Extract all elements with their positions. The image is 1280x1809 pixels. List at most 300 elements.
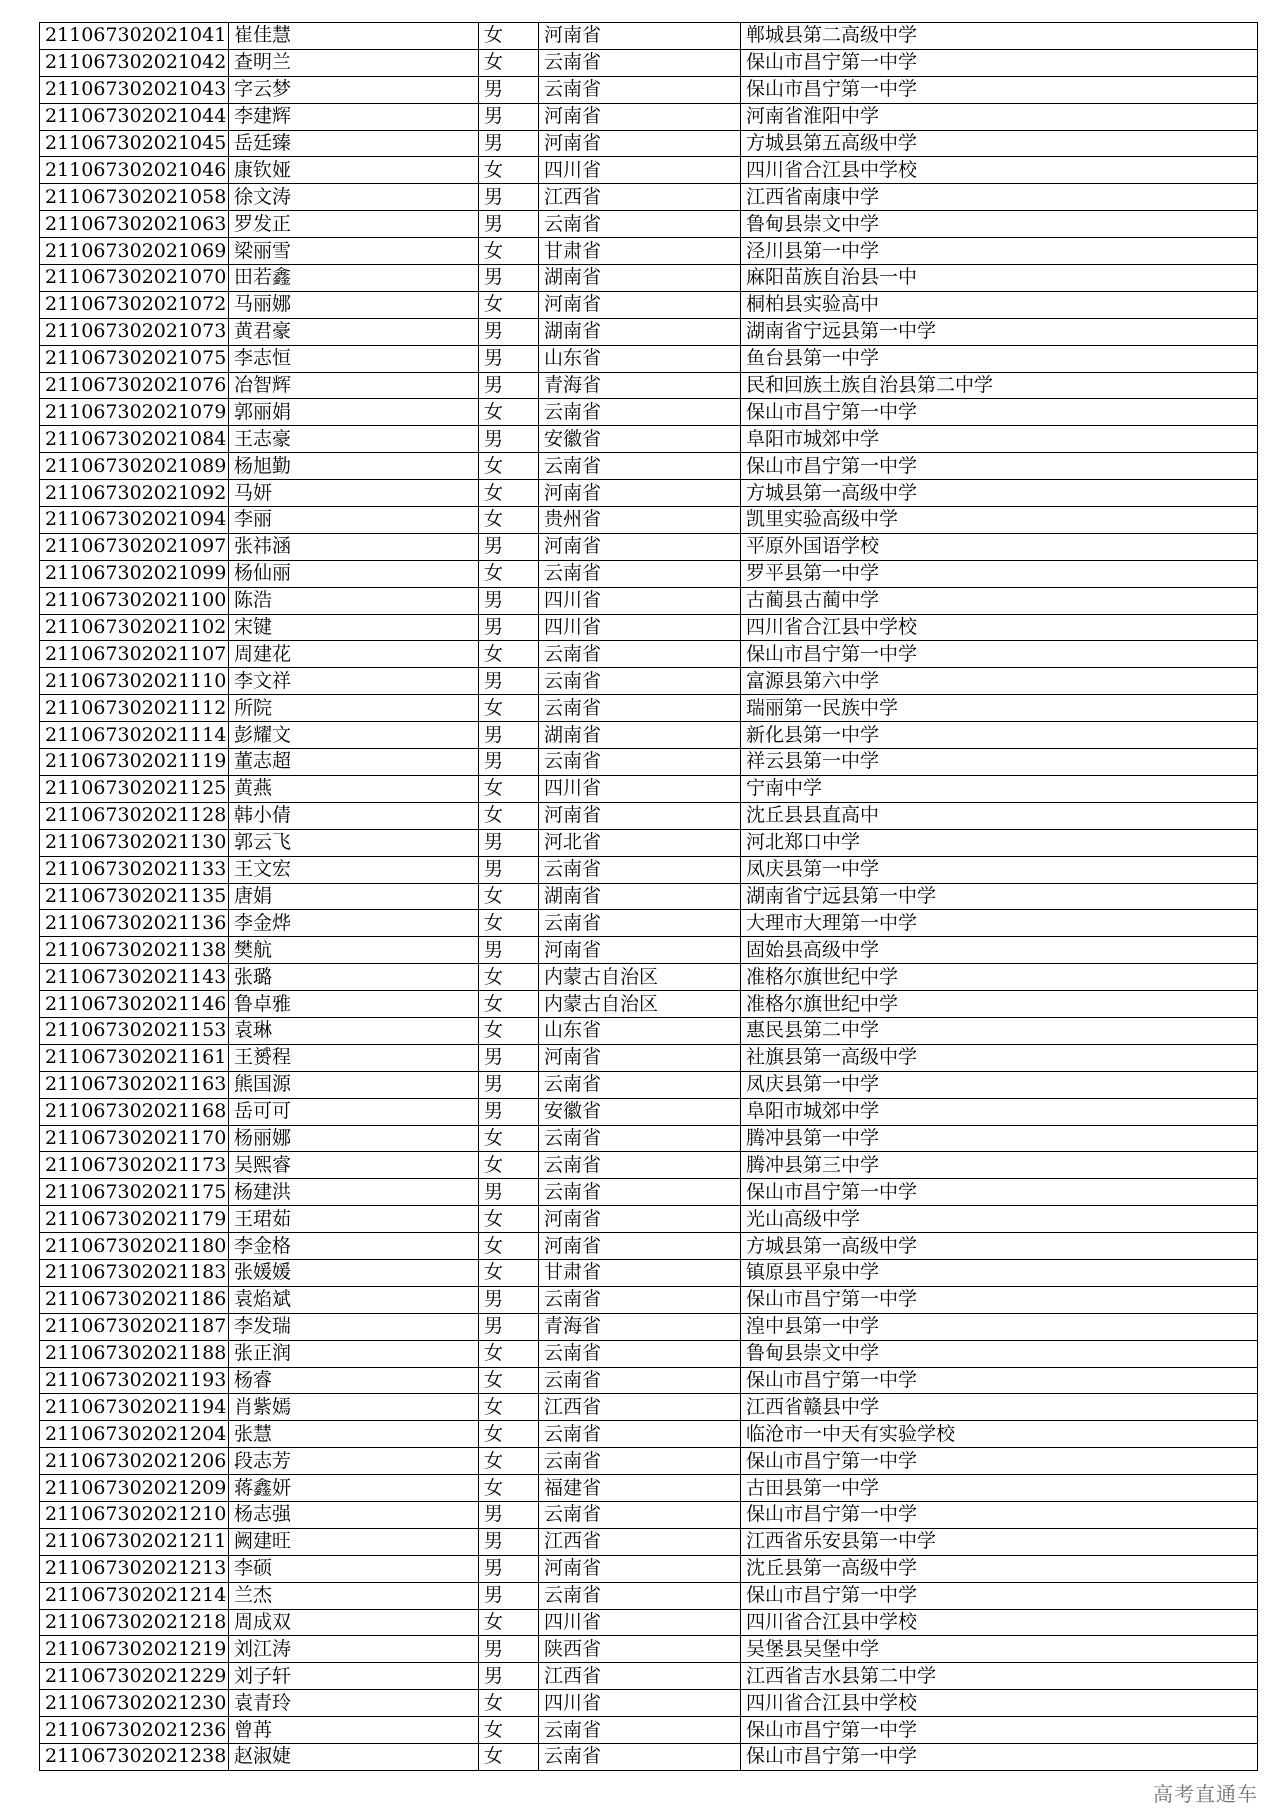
table-row <box>40 507 1258 534</box>
student-name-cell: 黄君豪 <box>229 318 479 345</box>
province-cell: 河南省 <box>539 480 741 507</box>
student-id-cell: 211067302021230 <box>40 1690 229 1717</box>
school-cell: 腾冲县第三中学 <box>741 1152 1258 1179</box>
table-row <box>40 883 1258 910</box>
student-name-cell: 字云梦 <box>229 76 479 103</box>
student-roster-table <box>39 22 1258 1771</box>
school-cell: 四川省合江县中学校 <box>741 157 1258 184</box>
gender-cell: 女 <box>479 991 539 1018</box>
student-id-cell: 211067302021041 <box>40 23 229 50</box>
student-name-cell: 王文宏 <box>229 856 479 883</box>
province-cell: 云南省 <box>539 1717 741 1744</box>
table-row <box>40 1152 1258 1179</box>
school-cell: 沈丘县县直高中 <box>741 802 1258 829</box>
province-cell: 云南省 <box>539 211 741 238</box>
province-cell: 四川省 <box>539 775 741 802</box>
student-id-cell: 211067302021097 <box>40 533 229 560</box>
student-id-cell: 211067302021058 <box>40 184 229 211</box>
province-cell: 云南省 <box>539 1582 741 1609</box>
province-cell: 云南省 <box>539 1448 741 1475</box>
school-cell: 湖南省宁远县第一中学 <box>741 883 1258 910</box>
school-cell: 保山市昌宁第一中学 <box>741 641 1258 668</box>
province-cell: 河南省 <box>539 1044 741 1071</box>
gender-cell: 女 <box>479 1206 539 1233</box>
school-cell: 麻阳苗族自治县一中 <box>741 265 1258 292</box>
school-cell: 富源县第六中学 <box>741 668 1258 695</box>
table-row <box>40 1501 1258 1528</box>
gender-cell: 男 <box>479 1098 539 1125</box>
student-name-cell: 查明兰 <box>229 49 479 76</box>
student-name-cell: 李志恒 <box>229 345 479 372</box>
student-name-cell: 田若鑫 <box>229 265 479 292</box>
gender-cell: 女 <box>479 883 539 910</box>
student-id-cell: 211067302021045 <box>40 130 229 157</box>
gender-cell: 男 <box>479 1179 539 1206</box>
province-cell: 江西省 <box>539 1394 741 1421</box>
student-name-cell: 李文祥 <box>229 668 479 695</box>
school-cell: 腾冲县第一中学 <box>741 1125 1258 1152</box>
gender-cell: 女 <box>479 507 539 534</box>
student-name-cell: 王珺茹 <box>229 1206 479 1233</box>
student-name-cell: 李建辉 <box>229 103 479 130</box>
student-name-cell: 罗发正 <box>229 211 479 238</box>
student-id-cell: 211067302021214 <box>40 1582 229 1609</box>
student-id-cell: 211067302021193 <box>40 1367 229 1394</box>
student-id-cell: 211067302021238 <box>40 1744 229 1771</box>
school-cell: 桐柏县实验高中 <box>741 291 1258 318</box>
student-name-cell: 樊航 <box>229 937 479 964</box>
student-id-cell: 211067302021130 <box>40 829 229 856</box>
school-cell: 四川省合江县中学校 <box>741 1690 1258 1717</box>
table-row <box>40 1098 1258 1125</box>
province-cell: 四川省 <box>539 614 741 641</box>
school-cell: 保山市昌宁第一中学 <box>741 453 1258 480</box>
table-row <box>40 1179 1258 1206</box>
table-row <box>40 775 1258 802</box>
province-cell: 江西省 <box>539 1663 741 1690</box>
province-cell: 四川省 <box>539 587 741 614</box>
student-id-cell: 211067302021170 <box>40 1125 229 1152</box>
student-name-cell: 张媛媛 <box>229 1259 479 1286</box>
student-id-cell: 211067302021073 <box>40 318 229 345</box>
gender-cell: 女 <box>479 1152 539 1179</box>
student-id-cell: 211067302021219 <box>40 1636 229 1663</box>
gender-cell: 女 <box>479 910 539 937</box>
school-cell: 社旗县第一高级中学 <box>741 1044 1258 1071</box>
table-row <box>40 372 1258 399</box>
gender-cell: 女 <box>479 1233 539 1260</box>
student-id-cell: 211067302021125 <box>40 775 229 802</box>
table-row <box>40 695 1258 722</box>
table-row <box>40 1448 1258 1475</box>
school-cell: 保山市昌宁第一中学 <box>741 1367 1258 1394</box>
school-cell: 江西省南康中学 <box>741 184 1258 211</box>
gender-cell: 男 <box>479 1044 539 1071</box>
student-name-cell: 李硕 <box>229 1555 479 1582</box>
school-cell: 鲁甸县崇文中学 <box>741 1340 1258 1367</box>
school-cell: 凤庆县第一中学 <box>741 856 1258 883</box>
gender-cell: 男 <box>479 614 539 641</box>
table-row <box>40 1582 1258 1609</box>
student-name-cell: 杨仙丽 <box>229 560 479 587</box>
student-id-cell: 211067302021042 <box>40 49 229 76</box>
school-cell: 河南省淮阳中学 <box>741 103 1258 130</box>
student-id-cell: 211067302021206 <box>40 1448 229 1475</box>
gender-cell: 女 <box>479 1744 539 1771</box>
gender-cell: 女 <box>479 453 539 480</box>
table-row <box>40 23 1258 50</box>
table-row <box>40 533 1258 560</box>
student-id-cell: 211067302021046 <box>40 157 229 184</box>
gender-cell: 男 <box>479 211 539 238</box>
gender-cell: 男 <box>479 829 539 856</box>
table-row <box>40 1017 1258 1044</box>
student-id-cell: 211067302021094 <box>40 507 229 534</box>
gender-cell: 男 <box>479 372 539 399</box>
table-row <box>40 1286 1258 1313</box>
province-cell: 云南省 <box>539 856 741 883</box>
gender-cell: 女 <box>479 480 539 507</box>
table-row <box>40 130 1258 157</box>
school-cell: 民和回族土族自治县第二中学 <box>741 372 1258 399</box>
gender-cell: 男 <box>479 1501 539 1528</box>
province-cell: 云南省 <box>539 1071 741 1098</box>
school-cell: 保山市昌宁第一中学 <box>741 1448 1258 1475</box>
school-cell: 凤庆县第一中学 <box>741 1071 1258 1098</box>
table-row <box>40 964 1258 991</box>
student-id-cell: 211067302021063 <box>40 211 229 238</box>
province-cell: 云南省 <box>539 76 741 103</box>
student-name-cell: 阙建旺 <box>229 1528 479 1555</box>
province-cell: 陕西省 <box>539 1636 741 1663</box>
student-name-cell: 康钦娅 <box>229 157 479 184</box>
school-cell: 临沧市一中天有实验学校 <box>741 1421 1258 1448</box>
school-cell: 罗平县第一中学 <box>741 560 1258 587</box>
student-name-cell: 王赟程 <box>229 1044 479 1071</box>
school-cell: 惠民县第二中学 <box>741 1017 1258 1044</box>
table-row <box>40 1259 1258 1286</box>
school-cell: 固始县高级中学 <box>741 937 1258 964</box>
student-name-cell: 所院 <box>229 695 479 722</box>
table-row <box>40 426 1258 453</box>
school-cell: 保山市昌宁第一中学 <box>741 1744 1258 1771</box>
student-name-cell: 马妍 <box>229 480 479 507</box>
school-cell: 鲁甸县崇文中学 <box>741 211 1258 238</box>
table-row <box>40 211 1258 238</box>
school-cell: 江西省乐安县第一中学 <box>741 1528 1258 1555</box>
student-name-cell: 杨志强 <box>229 1501 479 1528</box>
school-cell: 瑞丽第一民族中学 <box>741 695 1258 722</box>
school-cell: 阜阳市城郊中学 <box>741 1098 1258 1125</box>
school-cell: 保山市昌宁第一中学 <box>741 49 1258 76</box>
gender-cell: 女 <box>479 1394 539 1421</box>
school-cell: 准格尔旗世纪中学 <box>741 964 1258 991</box>
province-cell: 云南省 <box>539 749 741 776</box>
student-name-cell: 李丽 <box>229 507 479 534</box>
province-cell: 云南省 <box>539 1744 741 1771</box>
student-name-cell: 段志芳 <box>229 1448 479 1475</box>
table-row <box>40 1367 1258 1394</box>
province-cell: 河南省 <box>539 291 741 318</box>
school-cell: 方城县第一高级中学 <box>741 1233 1258 1260</box>
province-cell: 云南省 <box>539 1340 741 1367</box>
student-name-cell: 杨旭勤 <box>229 453 479 480</box>
student-id-cell: 211067302021194 <box>40 1394 229 1421</box>
school-cell: 保山市昌宁第一中学 <box>741 1179 1258 1206</box>
gender-cell: 男 <box>479 265 539 292</box>
province-cell: 青海省 <box>539 1313 741 1340</box>
student-name-cell: 刘子轩 <box>229 1663 479 1690</box>
student-id-cell: 211067302021153 <box>40 1017 229 1044</box>
student-name-cell: 梁丽雪 <box>229 238 479 265</box>
table-row <box>40 587 1258 614</box>
gender-cell: 女 <box>479 641 539 668</box>
gender-cell: 女 <box>479 1259 539 1286</box>
gender-cell: 女 <box>479 802 539 829</box>
school-cell: 方城县第五高级中学 <box>741 130 1258 157</box>
school-cell: 古田县第一中学 <box>741 1475 1258 1502</box>
student-name-cell: 唐娟 <box>229 883 479 910</box>
gender-cell: 女 <box>479 157 539 184</box>
student-id-cell: 211067302021100 <box>40 587 229 614</box>
school-cell: 保山市昌宁第一中学 <box>741 1717 1258 1744</box>
student-name-cell: 黄燕 <box>229 775 479 802</box>
student-id-cell: 211067302021135 <box>40 883 229 910</box>
province-cell: 云南省 <box>539 1179 741 1206</box>
student-name-cell: 肖紫嫣 <box>229 1394 479 1421</box>
roster-body <box>40 23 1258 1771</box>
school-cell: 方城县第一高级中学 <box>741 480 1258 507</box>
table-row <box>40 749 1258 776</box>
table-row <box>40 480 1258 507</box>
gender-cell: 男 <box>479 1636 539 1663</box>
province-cell: 云南省 <box>539 668 741 695</box>
table-row <box>40 49 1258 76</box>
table-row <box>40 1071 1258 1098</box>
gender-cell: 男 <box>479 76 539 103</box>
province-cell: 河北省 <box>539 829 741 856</box>
student-name-cell: 杨建洪 <box>229 1179 479 1206</box>
student-name-cell: 徐文涛 <box>229 184 479 211</box>
province-cell: 安徽省 <box>539 426 741 453</box>
table-row <box>40 829 1258 856</box>
student-id-cell: 211067302021143 <box>40 964 229 991</box>
student-name-cell: 杨丽娜 <box>229 1125 479 1152</box>
student-id-cell: 211067302021163 <box>40 1071 229 1098</box>
gender-cell: 男 <box>479 1286 539 1313</box>
student-name-cell: 董志超 <box>229 749 479 776</box>
table-row <box>40 1233 1258 1260</box>
school-cell: 保山市昌宁第一中学 <box>741 399 1258 426</box>
province-cell: 四川省 <box>539 157 741 184</box>
student-name-cell: 鲁卓雅 <box>229 991 479 1018</box>
gender-cell: 男 <box>479 1313 539 1340</box>
school-cell: 湟中县第一中学 <box>741 1313 1258 1340</box>
student-id-cell: 211067302021187 <box>40 1313 229 1340</box>
student-id-cell: 211067302021119 <box>40 749 229 776</box>
table-row <box>40 856 1258 883</box>
province-cell: 江西省 <box>539 1528 741 1555</box>
gender-cell: 女 <box>479 964 539 991</box>
table-row <box>40 1313 1258 1340</box>
student-name-cell: 周建花 <box>229 641 479 668</box>
school-cell: 凯里实验高级中学 <box>741 507 1258 534</box>
table-row <box>40 345 1258 372</box>
school-cell: 保山市昌宁第一中学 <box>741 1286 1258 1313</box>
student-id-cell: 211067302021218 <box>40 1609 229 1636</box>
table-row <box>40 1394 1258 1421</box>
school-cell: 河北郑口中学 <box>741 829 1258 856</box>
province-cell: 云南省 <box>539 1367 741 1394</box>
province-cell: 河南省 <box>539 802 741 829</box>
student-name-cell: 岳廷臻 <box>229 130 479 157</box>
table-row <box>40 1609 1258 1636</box>
school-cell: 四川省合江县中学校 <box>741 614 1258 641</box>
gender-cell: 女 <box>479 23 539 50</box>
school-cell: 四川省合江县中学校 <box>741 1609 1258 1636</box>
table-row <box>40 1044 1258 1071</box>
student-id-cell: 211067302021138 <box>40 937 229 964</box>
student-id-cell: 211067302021076 <box>40 372 229 399</box>
province-cell: 贵州省 <box>539 507 741 534</box>
table-row <box>40 560 1258 587</box>
gender-cell: 女 <box>479 1717 539 1744</box>
table-row <box>40 318 1258 345</box>
student-id-cell: 211067302021089 <box>40 453 229 480</box>
student-id-cell: 211067302021133 <box>40 856 229 883</box>
province-cell: 甘肃省 <box>539 1259 741 1286</box>
table-row <box>40 453 1258 480</box>
table-row <box>40 991 1258 1018</box>
table-row <box>40 614 1258 641</box>
student-name-cell: 李发瑞 <box>229 1313 479 1340</box>
gender-cell: 男 <box>479 856 539 883</box>
student-id-cell: 211067302021229 <box>40 1663 229 1690</box>
school-cell: 古蔺县古蔺中学 <box>741 587 1258 614</box>
table-row <box>40 1125 1258 1152</box>
gender-cell: 女 <box>479 1125 539 1152</box>
province-cell: 湖南省 <box>539 722 741 749</box>
province-cell: 云南省 <box>539 1286 741 1313</box>
student-name-cell: 韩小倩 <box>229 802 479 829</box>
school-cell: 泾川县第一中学 <box>741 238 1258 265</box>
gender-cell: 男 <box>479 103 539 130</box>
province-cell: 云南省 <box>539 1501 741 1528</box>
student-name-cell: 郭丽娟 <box>229 399 479 426</box>
school-cell: 祥云县第一中学 <box>741 749 1258 776</box>
school-cell: 平原外国语学校 <box>741 533 1258 560</box>
student-id-cell: 211067302021204 <box>40 1421 229 1448</box>
student-id-cell: 211067302021209 <box>40 1475 229 1502</box>
student-id-cell: 211067302021179 <box>40 1206 229 1233</box>
student-id-cell: 211067302021161 <box>40 1044 229 1071</box>
student-id-cell: 211067302021069 <box>40 238 229 265</box>
province-cell: 四川省 <box>539 1609 741 1636</box>
gender-cell: 男 <box>479 318 539 345</box>
student-name-cell: 熊国源 <box>229 1071 479 1098</box>
province-cell: 内蒙古自治区 <box>539 991 741 1018</box>
student-name-cell: 宋键 <box>229 614 479 641</box>
province-cell: 云南省 <box>539 1125 741 1152</box>
student-id-cell: 211067302021136 <box>40 910 229 937</box>
student-id-cell: 211067302021173 <box>40 1152 229 1179</box>
gender-cell: 女 <box>479 1017 539 1044</box>
student-id-cell: 211067302021186 <box>40 1286 229 1313</box>
table-row <box>40 265 1258 292</box>
table-row <box>40 399 1258 426</box>
student-id-cell: 211067302021146 <box>40 991 229 1018</box>
student-id-cell: 211067302021110 <box>40 668 229 695</box>
gender-cell: 女 <box>479 695 539 722</box>
gender-cell: 男 <box>479 668 539 695</box>
school-cell: 鱼台县第一中学 <box>741 345 1258 372</box>
student-name-cell: 马丽娜 <box>229 291 479 318</box>
province-cell: 云南省 <box>539 641 741 668</box>
student-id-cell: 211067302021075 <box>40 345 229 372</box>
gender-cell: 女 <box>479 49 539 76</box>
student-name-cell: 吴熙睿 <box>229 1152 479 1179</box>
student-id-cell: 211067302021188 <box>40 1340 229 1367</box>
student-id-cell: 211067302021079 <box>40 399 229 426</box>
student-id-cell: 211067302021211 <box>40 1528 229 1555</box>
gender-cell: 女 <box>479 1609 539 1636</box>
gender-cell: 女 <box>479 1448 539 1475</box>
school-cell: 吴堡县吴堡中学 <box>741 1636 1258 1663</box>
school-cell: 准格尔旗世纪中学 <box>741 991 1258 1018</box>
student-name-cell: 彭耀文 <box>229 722 479 749</box>
gender-cell: 女 <box>479 1690 539 1717</box>
school-cell: 湖南省宁远县第一中学 <box>741 318 1258 345</box>
table-row <box>40 1475 1258 1502</box>
school-cell: 沈丘县第一高级中学 <box>741 1555 1258 1582</box>
student-id-cell: 211067302021114 <box>40 722 229 749</box>
gender-cell: 男 <box>479 345 539 372</box>
student-id-cell: 211067302021044 <box>40 103 229 130</box>
table-row <box>40 103 1258 130</box>
student-id-cell: 211067302021099 <box>40 560 229 587</box>
province-cell: 云南省 <box>539 910 741 937</box>
student-name-cell: 崔佳慧 <box>229 23 479 50</box>
gender-cell: 男 <box>479 426 539 453</box>
student-name-cell: 王志豪 <box>229 426 479 453</box>
province-cell: 青海省 <box>539 372 741 399</box>
gender-cell: 女 <box>479 1340 539 1367</box>
student-id-cell: 211067302021092 <box>40 480 229 507</box>
table-row <box>40 1206 1258 1233</box>
student-name-cell: 兰杰 <box>229 1582 479 1609</box>
gender-cell: 男 <box>479 1555 539 1582</box>
student-id-cell: 211067302021183 <box>40 1259 229 1286</box>
gender-cell: 男 <box>479 749 539 776</box>
student-name-cell: 刘江涛 <box>229 1636 479 1663</box>
table-row <box>40 291 1258 318</box>
table-row <box>40 1555 1258 1582</box>
student-id-cell: 211067302021043 <box>40 76 229 103</box>
student-name-cell: 陈浩 <box>229 587 479 614</box>
province-cell: 河南省 <box>539 1233 741 1260</box>
gender-cell: 女 <box>479 560 539 587</box>
student-name-cell: 曾苒 <box>229 1717 479 1744</box>
student-id-cell: 211067302021072 <box>40 291 229 318</box>
student-name-cell: 郭云飞 <box>229 829 479 856</box>
province-cell: 内蒙古自治区 <box>539 964 741 991</box>
province-cell: 安徽省 <box>539 1098 741 1125</box>
watermark-text: 高考直通车 <box>1153 1782 1258 1806</box>
student-id-cell: 211067302021213 <box>40 1555 229 1582</box>
student-id-cell: 211067302021128 <box>40 802 229 829</box>
school-cell: 保山市昌宁第一中学 <box>741 76 1258 103</box>
student-name-cell: 张正润 <box>229 1340 479 1367</box>
